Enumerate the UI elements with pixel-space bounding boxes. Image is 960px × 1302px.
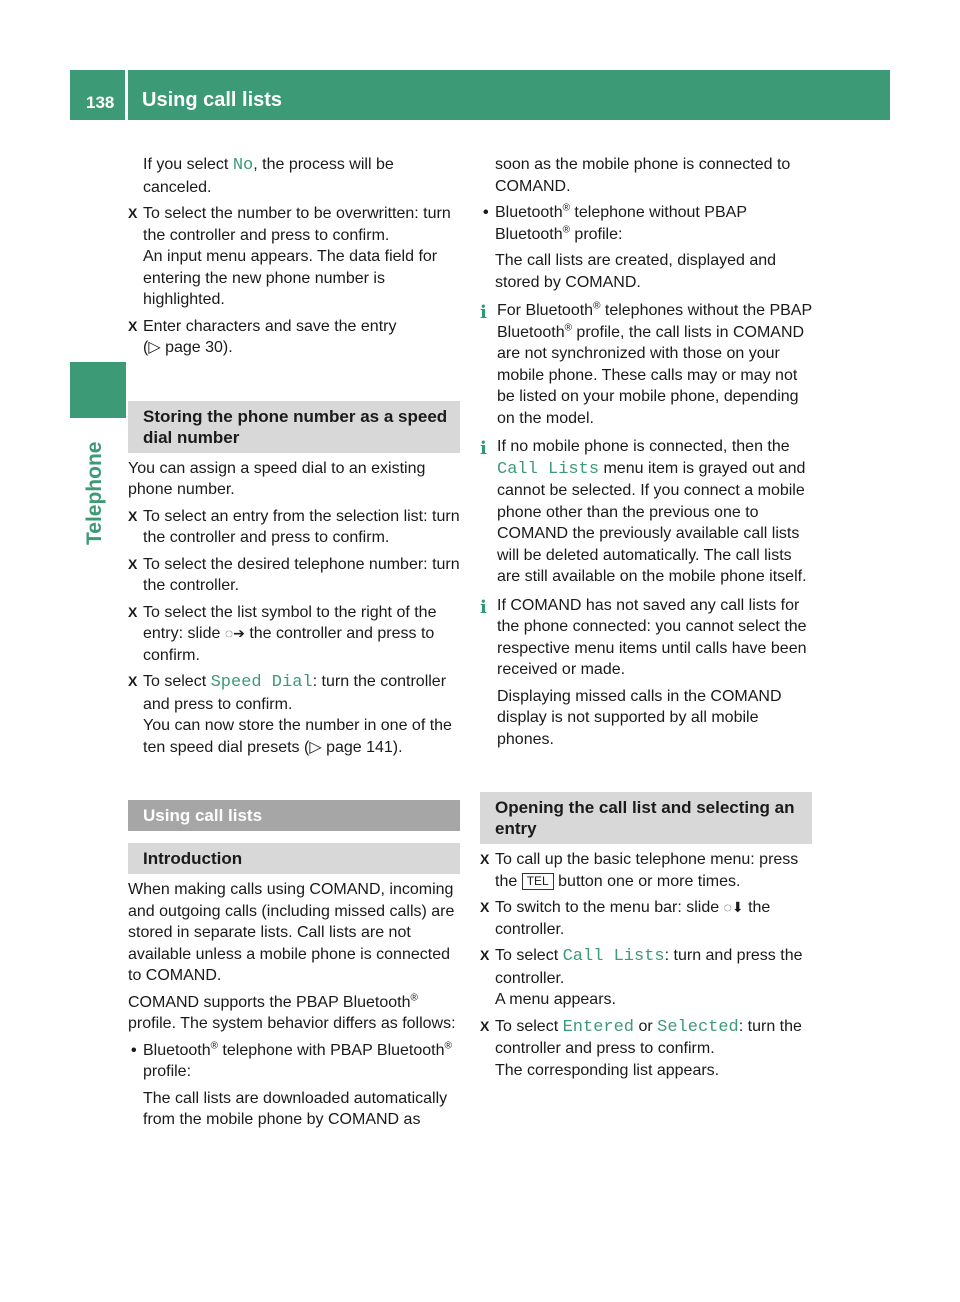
page-title: Using call lists	[142, 89, 283, 111]
right-column	[480, 154, 812, 1081]
section-heading-speed-dial: Storing the phone number as a speed dial number	[128, 401, 460, 453]
section-heading-open-call-list: Opening the call list and selecting an entry	[480, 792, 812, 844]
step-marker: X	[480, 947, 490, 963]
step-switch-menu-bar: X To switch to the menu bar: slide ◌⬇ the controller.	[480, 899, 771, 938]
step-select-entered-or-selected: X To select Entered or Selected: turn the controller and press to confirm. The corresponding list appears.	[480, 1017, 802, 1079]
step-enter-characters: X Enter characters and save the entry (▷ page 30).	[128, 316, 460, 359]
info-icon: i	[480, 596, 487, 618]
step-marker: X	[128, 673, 138, 689]
speed-dial-intro: You can assign a speed dial to an existing phone number.	[128, 459, 426, 498]
page-number: 138	[70, 70, 125, 120]
step-select-overwrite: X To select the number to be overwritten: turn the controller and press to confirm. An input menu appears. The data field for entering the new phone number is highlighted.	[128, 205, 451, 308]
left-column	[128, 154, 460, 1131]
paragraph-cancel: If you select No, the process will be canceled.	[143, 156, 394, 196]
display-text-call-lists: Call Lists	[497, 459, 600, 479]
step-marker: X	[480, 899, 490, 915]
step-marker: X	[128, 555, 138, 572]
side-tab-block	[70, 362, 126, 418]
step-marker: X	[128, 603, 138, 620]
controller-slide-right-icon: ◌➔	[224, 625, 245, 641]
continued-paragraph: soon as the mobile phone is connected to COMAND.	[495, 156, 791, 195]
step-select-call-lists: X To select Call Lists: turn and press the controller. A menu appears.	[480, 947, 803, 1008]
display-text-speed-dial: Speed Dial	[210, 673, 313, 692]
step-select-speed-dial: X To select Speed Dial: turn the controller and press to confirm. You can now store the number in one of the ten speed dial presets (▷ page 141).	[128, 673, 452, 756]
step-call-up-telephone-menu: X To call up the basic telephone menu: press the TEL button one or more times.	[480, 851, 799, 890]
info-note-synchronization: i For Bluetooth® telephones without the PBAP Bluetooth® profile, the call lists in COMAND are not synchronized with those on your mobile phone. These calls may or may not be listed on your mobile phone, depending on the model.	[480, 300, 812, 427]
display-text-call-lists: Call Lists	[562, 947, 665, 966]
subsection-heading-introduction: Introduction	[128, 843, 460, 874]
info-note-no-saved-lists: i If COMAND has not saved any call lists for the phone connected: you cannot select the respective menu items until calls have been received or made. Displaying missed calls in the COMAND display is not supported by all mobile phones.	[480, 596, 807, 748]
tel-button-icon: TEL	[522, 873, 554, 890]
step-select-list-symbol: X To select the list symbol to the right of the entry: slide ◌➔ the controller and press to confirm.	[128, 603, 437, 664]
info-note-no-phone: i If no mobile phone is connected, then the Call Lists menu item is grayed out and cannot be selected. If you connect a mobile phone other than the previous one to COMAND the previously available call lists will be deleted automatically. The call lists are still available on the mobile phone itself.	[480, 438, 807, 585]
display-text-entered: Entered	[562, 1017, 635, 1037]
display-text-no: No	[232, 156, 254, 175]
step-marker: X	[480, 1017, 490, 1034]
bullet-without-pbap: • Bluetooth® telephone without PBAP Bluetooth® profile: The call lists are created, displayed and stored by COMAND.	[483, 202, 777, 291]
pbap-support-paragraph: COMAND supports the PBAP Bluetooth® profile. The system behavior differs as follows:	[128, 992, 456, 1032]
bullet-with-pbap: • Bluetooth® telephone with PBAP Bluetooth® profile: The call lists are downloaded automatically from the mobile phone by COMAND as	[131, 1040, 452, 1128]
controller-slide-down-icon: ◌⬇	[723, 899, 744, 915]
info-icon: i	[480, 302, 487, 323]
bullet-marker: •	[483, 204, 489, 221]
step-marker: X	[480, 851, 490, 867]
section-heading-using-call-lists: Using call lists	[128, 800, 460, 831]
side-section-text: Telephone	[83, 441, 106, 545]
page-reference: (▷ page 30).	[143, 339, 233, 356]
step-marker: X	[128, 205, 138, 221]
intro-paragraph: When making calls using COMAND, incoming and outgoing calls (including missed calls) are stored in separate lists. Call lists are not available unless a mobile phone is connected to COMAND.	[128, 881, 455, 984]
info-icon: i	[480, 438, 487, 459]
display-text-selected: Selected	[657, 1017, 739, 1037]
bullet-marker: •	[131, 1041, 137, 1059]
step-select-telephone-number: X To select the desired telephone number: turn the controller.	[128, 555, 460, 594]
step-marker: X	[128, 507, 138, 524]
step-marker: X	[128, 317, 138, 334]
header-bar	[128, 70, 890, 120]
step-select-entry: X To select an entry from the selection list: turn the controller and press to confirm.	[128, 507, 460, 546]
